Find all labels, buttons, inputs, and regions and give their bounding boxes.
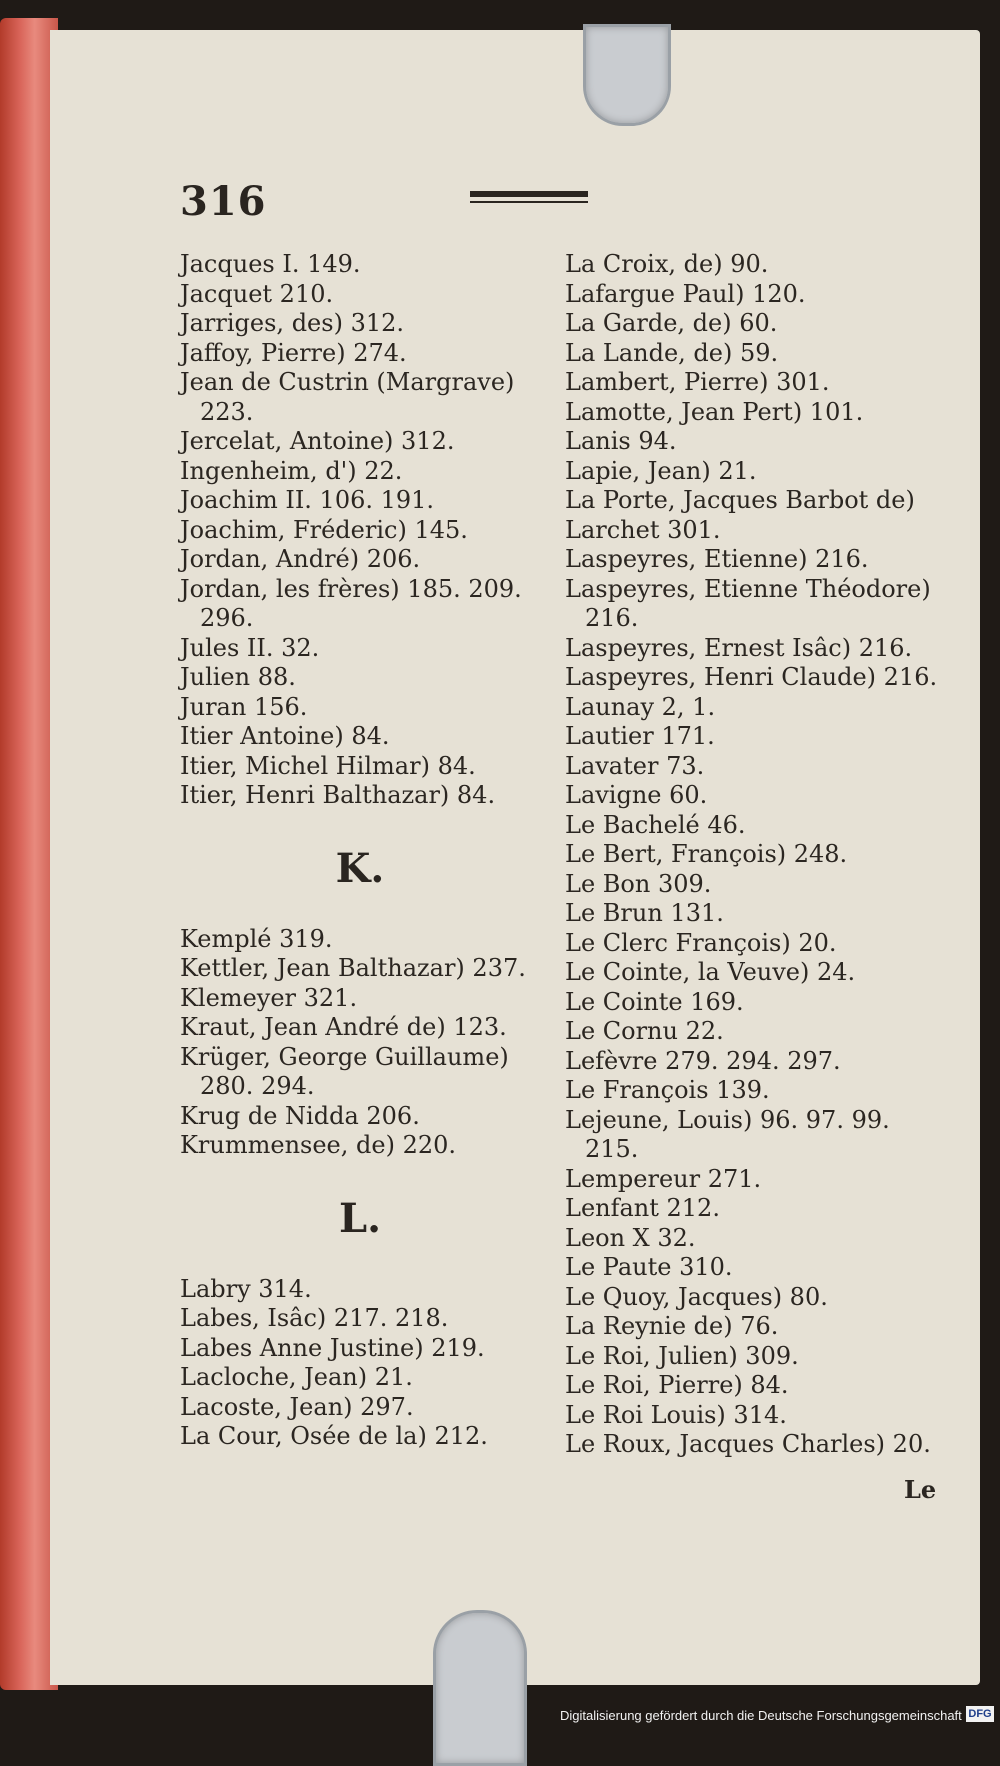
index-entry: Kraut, Jean André de) 123. — [180, 1013, 507, 1041]
index-entry: Joachim II. 106. 191. — [180, 486, 435, 514]
index-section-j — [180, 250, 540, 811]
index-entry: Jordan, André) 206. — [180, 545, 421, 573]
index-entry: Le Cointe 169. — [565, 987, 744, 1016]
index-entry: Kettler, Jean Balthazar) 237. — [180, 954, 526, 982]
index-entry: Lacoste, Jean) 297. — [180, 1392, 414, 1421]
index-entry: Le Bon 309. — [565, 869, 712, 898]
index-entry: Le Cornu 22. — [565, 1017, 724, 1045]
index-entry: Itier Antoine) 84. — [180, 722, 390, 750]
index-entry: Ingenheim, d') 22. — [180, 456, 403, 485]
index-entry: Klemeyer 321. — [180, 983, 358, 1012]
index-entry: Labry 314. — [180, 1274, 312, 1303]
index-entry: Lautier 171. — [565, 722, 715, 750]
index-entry: Kemplé 319. — [180, 924, 333, 953]
index-entry: Le Bachelé 46. — [565, 810, 746, 839]
index-entry: Lenfant 212. — [565, 1194, 720, 1222]
top-page-clip — [583, 24, 671, 126]
index-entry: Lacloche, Jean) 21. — [180, 1363, 413, 1391]
index-entry: Jacques I. 149. — [180, 250, 361, 278]
header-rule-thin — [470, 201, 588, 203]
index-column-left — [180, 250, 540, 1452]
header-rule — [470, 191, 588, 197]
index-entry: Jordan, les frères) 185. 209. — [180, 574, 522, 603]
index-entry: Labes Anne Justine) 219. — [180, 1333, 485, 1362]
index-entry: Julien 88. — [180, 663, 296, 691]
index-entry: Le Paute 310. — [565, 1253, 733, 1281]
index-entry: 223. — [200, 397, 254, 426]
index-section-l — [180, 1275, 540, 1452]
index-entry: La Reynie de) 76. — [565, 1312, 779, 1340]
index-entry: Lamotte, Jean Pert) 101. — [565, 397, 864, 426]
index-entry: Krummensee, de) 220. — [180, 1131, 457, 1159]
catchword: Le — [904, 1475, 937, 1504]
index-entry: Lanis 94. — [565, 427, 677, 455]
index-entry: Lempereur 271. — [565, 1164, 762, 1193]
page-number: 316 — [180, 178, 267, 225]
index-entry: Le Roi Louis) 314. — [565, 1400, 787, 1429]
index-entry: Jercelat, Antoine) 312. — [180, 427, 455, 455]
index-entry: Larchet 301. — [565, 515, 721, 544]
dfg-logo: DFG — [966, 1706, 994, 1722]
index-entry: 216. — [585, 604, 639, 632]
index-entry: Le François 139. — [565, 1076, 770, 1104]
index-entry: Le Roux, Jacques Charles) 20. — [565, 1430, 931, 1458]
index-entry: Laspeyres, Etienne) 216. — [565, 545, 869, 573]
index-entry: Laspeyres, Etienne Théodore) — [565, 574, 931, 603]
index-entry: Lavigne 60. — [565, 781, 708, 809]
index-entry: Lafargue Paul) 120. — [565, 279, 806, 308]
index-entry: Le Brun 131. — [565, 899, 724, 927]
index-entry: Le Cointe, la Veuve) 24. — [565, 958, 856, 986]
index-entry: Jacquet 210. — [180, 279, 334, 308]
index-entry: Le Roi, Julien) 309. — [565, 1341, 799, 1370]
index-entry: 215. — [585, 1135, 639, 1163]
index-section-k — [180, 925, 540, 1161]
index-entry: Itier, Henri Balthazar) 84. — [180, 781, 496, 809]
index-entry: Laspeyres, Henri Claude) 216. — [565, 663, 938, 691]
section-heading-k: K. — [335, 844, 385, 892]
index-entry: Jarriges, des) 312. — [180, 309, 405, 337]
bottom-page-clip — [433, 1610, 527, 1766]
index-entry: Le Roi, Pierre) 84. — [565, 1371, 789, 1399]
index-entry: Launay 2, 1. — [565, 692, 716, 721]
index-entry: Lapie, Jean) 21. — [565, 456, 757, 485]
index-column-right — [565, 250, 940, 1460]
index-entry: Le Quoy, Jacques) 80. — [565, 1282, 828, 1311]
index-entry: La Cour, Osée de la) 212. — [180, 1422, 488, 1450]
index-entry: La Garde, de) 60. — [565, 309, 778, 337]
index-entry: Lambert, Pierre) 301. — [565, 368, 830, 396]
index-entry: Jules II. 32. — [180, 633, 320, 662]
index-entry: Lefèvre 279. 294. 297. — [565, 1046, 841, 1075]
index-entry: Lavater 73. — [565, 751, 705, 780]
index-entry: Krüger, George Guillaume) — [180, 1042, 509, 1071]
index-entry: Le Clerc François) 20. — [565, 928, 837, 957]
index-entry: Krug de Nidda 206. — [180, 1101, 420, 1130]
digitization-credit: Digitalisierung gefördert durch die Deutsche Forschungsgemeinschaft — [560, 1708, 962, 1723]
index-entry: La Croix, de) 90. — [565, 250, 769, 278]
index-entry: Le Bert, François) 248. — [565, 840, 848, 868]
index-entry: 296. — [200, 604, 254, 632]
index-entry: Labes, Isâc) 217. 218. — [180, 1304, 449, 1332]
section-heading-l: L. — [338, 1194, 382, 1242]
index-entry: 280. 294. — [200, 1072, 315, 1100]
index-entry: La Porte, Jacques Barbot de) — [565, 486, 915, 514]
index-entry: Itier, Michel Hilmar) 84. — [180, 751, 476, 780]
index-entry: Laspeyres, Ernest Isâc) 216. — [565, 633, 913, 662]
index-entry: Jaffoy, Pierre) 274. — [180, 338, 407, 367]
index-entry: Lejeune, Louis) 96. 97. 99. — [565, 1105, 890, 1134]
index-entry: Joachim, Fréderic) 145. — [180, 515, 468, 544]
index-entry: La Lande, de) 59. — [565, 338, 779, 367]
index-entry: Juran 156. — [180, 692, 308, 721]
index-entry: Jean de Custrin (Margrave) — [180, 368, 515, 396]
index-entry: Leon X 32. — [565, 1223, 696, 1252]
